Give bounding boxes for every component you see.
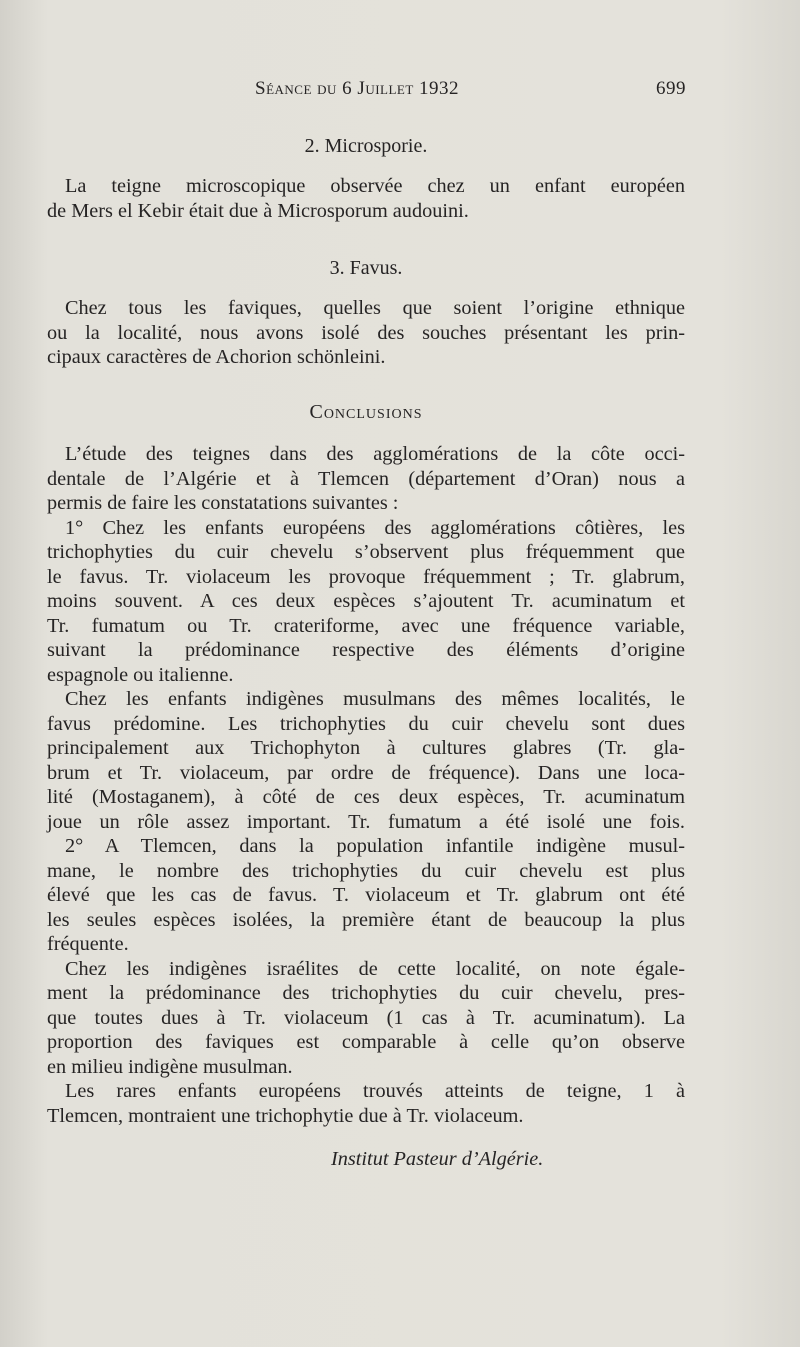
text-line: La teigne microscopique observée chez un enfant européen [65, 175, 685, 197]
text-line: cipaux caractères de Achorion schönleini. [47, 346, 386, 368]
text-line: que toutes dues à Tr. violaceum (1 cas à Tr. acuminatum). La [47, 1006, 685, 1029]
text-line: élevé que les cas de favus. T. violaceum et Tr. glabrum ont été [47, 884, 685, 906]
text-line: Chez les indigènes israélites de cette localité, on note égale- [65, 957, 685, 980]
text-line: favus prédomine. Les trichophyties du cuir chevelu sont dues [47, 712, 685, 735]
text-line: suivant la prédominance respective des éléments d’origine [47, 639, 685, 661]
text-line: ou la localité, nous avons isolé des souches présentant les prin- [47, 321, 685, 344]
page-number: 699 [656, 78, 686, 99]
text-line: moins souvent. A ces deux espèces s’ajoutent Tr. acuminatum et [47, 590, 685, 612]
text-line: Tlemcen, montraient une trichophytie due à Tr. violaceum. [47, 1104, 524, 1127]
text-line: Les rares enfants européens trouvés atteints de teigne, 1 à [65, 1080, 685, 1102]
text-line: brum et Tr. violaceum, par ordre de fréquence). Dans une loca- [47, 761, 685, 784]
text-line: ment la prédominance des trichophyties du cuir chevelu, pres- [47, 982, 685, 1004]
text-line: Chez les enfants indigènes musulmans des mêmes localités, le [65, 688, 685, 710]
text-line: les seules espèces isolées, la première étant de beaucoup la plus [47, 908, 685, 931]
text-line: trichophyties du cuir chevelu s’observent plus fréquemment que [47, 541, 685, 563]
text-line: fréquente. [47, 933, 129, 955]
text-line: dentale de l’Algérie et à Tlemcen (département d’Oran) nous a [47, 467, 685, 490]
text-line: le favus. Tr. violaceum les provoque fréquemment ; Tr. glabrum, [47, 565, 685, 588]
text-line: proportion des faviques est comparable à celle qu’on observe [47, 1031, 685, 1053]
institution-signature: Institut Pasteur d’Algérie. [331, 1148, 544, 1170]
conclusions-heading-wrap [47, 399, 685, 425]
running-header [0, 78, 800, 104]
text-line: 1° Chez les enfants européens des agglomérations côtières, les [65, 516, 685, 539]
text-line: permis de faire les constatations suivantes : [47, 492, 399, 514]
conclusions-body [47, 442, 685, 1128]
section-heading-microsporie: 2. Microsporie. [304, 135, 428, 157]
section-heading-favus: 3. Favus. [329, 257, 403, 279]
paragraph-microsporie [47, 174, 685, 223]
text-line: en milieu indigène musulman. [47, 1055, 293, 1078]
text-line: Chez tous les faviques, quelles que soient l’origine ethnique [65, 297, 685, 319]
text-line: lité (Mostaganem), à côté de ces deux espèces, Tr. acuminatum [47, 786, 685, 808]
text-line: de Mers el Kebir était due à Microsporum audouini. [47, 199, 469, 222]
paragraph-favus [47, 296, 685, 370]
text-line: mane, le nombre des trichophyties du cuir chevelu est plus [47, 859, 685, 882]
text-line: principalement aux Trichophyton à cultures glabres (Tr. gla- [47, 737, 685, 759]
text-line: Tr. fumatum ou Tr. crateriforme, avec une fréquence variable, [47, 614, 685, 637]
text-line: 2° A Tlemcen, dans la population infantile indigène musul- [65, 835, 685, 857]
text-line: joue un rôle assez important. Tr. fumatum a été isolé une fois. [47, 810, 685, 833]
section-heading-conclusions: Conclusions [309, 401, 423, 423]
section-favus [47, 254, 685, 282]
running-title: Séance du 6 Juillet 1932 [255, 78, 460, 99]
text-line: L’étude des teignes dans des agglomérations de la côte occi- [65, 443, 685, 465]
section-microsporie [47, 132, 685, 160]
text-line: espagnole ou italienne. [47, 663, 234, 686]
